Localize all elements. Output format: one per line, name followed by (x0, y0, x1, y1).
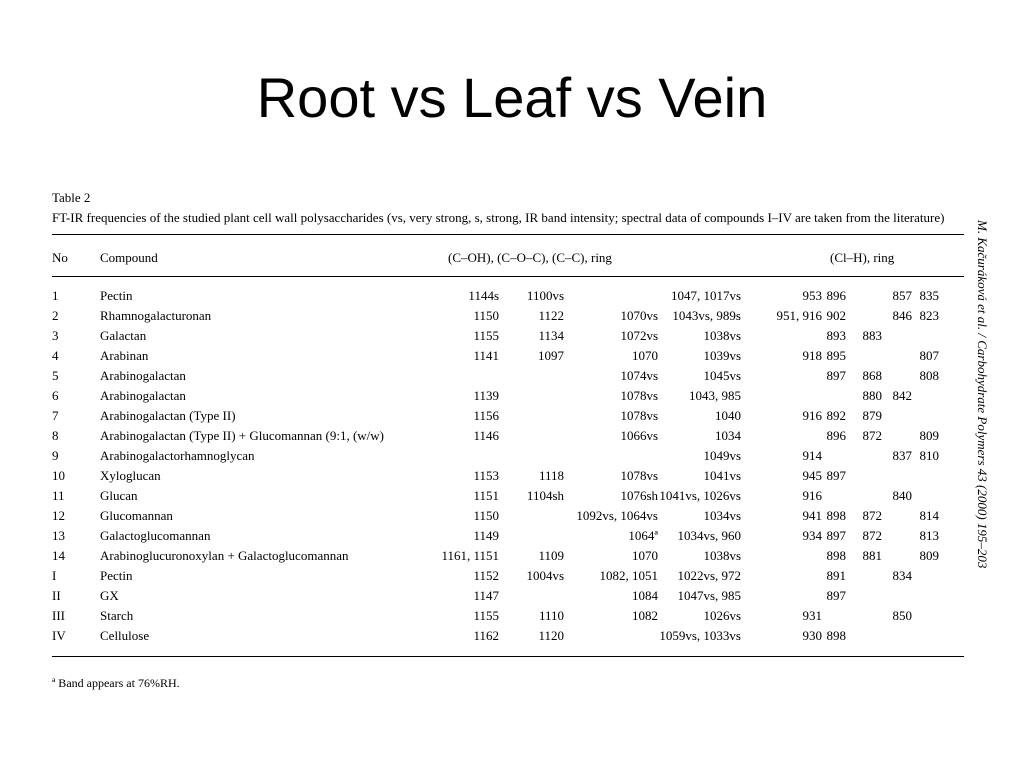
freq-7: 881 (862, 548, 882, 563)
row-number: 7 (52, 408, 59, 423)
freq-5: 918 (802, 348, 822, 363)
table-bottom-rule (52, 656, 964, 657)
freq-1: 1152 (473, 568, 499, 583)
row-number: 2 (52, 308, 59, 323)
header-group-2: (Cl–H), ring (830, 250, 895, 265)
freq-1: 1155 (473, 328, 499, 343)
row-number: 4 (52, 348, 59, 363)
freq-1: 1153 (473, 468, 499, 483)
freq-9: 807 (919, 348, 939, 363)
freq-6: 897 (826, 528, 846, 543)
freq-6: 893 (826, 328, 846, 343)
freq-7: 879 (862, 408, 882, 423)
compound-name: Pectin (100, 288, 133, 303)
freq-4: 1038vs (703, 328, 741, 343)
table-row (52, 526, 964, 546)
table-row (52, 566, 964, 586)
table-row (52, 366, 964, 386)
freq-1: 1139 (473, 388, 499, 403)
table-row (52, 586, 964, 606)
freq-6: 898 (826, 548, 846, 563)
freq-6: 891 (826, 568, 846, 583)
freq-1: 1162 (473, 628, 499, 643)
table-row (52, 466, 964, 486)
freq-7: 872 (862, 428, 882, 443)
freq-4: 1034vs (703, 508, 741, 523)
freq-6: 896 (826, 288, 846, 303)
freq-3: 1076sh (620, 488, 658, 503)
freq-4: 1034 (715, 428, 741, 443)
freq-6: 897 (826, 468, 846, 483)
header-rule (52, 276, 964, 277)
freq-4: 1043, 985 (689, 388, 741, 403)
table-row (52, 346, 964, 366)
row-number: II (52, 588, 61, 603)
table-row (52, 326, 964, 346)
row-number: 9 (52, 448, 59, 463)
table-row (52, 306, 964, 326)
freq-6: 898 (826, 628, 846, 643)
freq-4: 1034vs, 960 (677, 528, 741, 543)
compound-name: Galactan (100, 328, 147, 343)
freq-5: 931 (802, 608, 822, 623)
freq-2: 1134 (538, 328, 564, 343)
table-row (52, 446, 964, 466)
freq-6: 896 (826, 428, 846, 443)
freq-7: 883 (862, 328, 882, 343)
freq-5: 916 (802, 488, 822, 503)
table-row (52, 486, 964, 506)
freq-8: 842 (892, 388, 912, 403)
freq-1: 1155 (473, 608, 499, 623)
compound-name: Starch (100, 608, 134, 623)
row-number: 10 (52, 468, 65, 483)
freq-4: 1039vs (703, 348, 741, 363)
table-row (52, 386, 964, 406)
freq-9: 809 (919, 548, 939, 563)
freq-2: 1100vs (526, 288, 564, 303)
freq-3: 1082 (632, 608, 658, 623)
compound-name: Cellulose (100, 628, 150, 643)
freq-9: 809 (919, 428, 939, 443)
row-number: 14 (52, 548, 65, 563)
freq-9: 810 (919, 448, 939, 463)
freq-8: 857 (892, 288, 912, 303)
freq-3: 1070 (632, 348, 658, 363)
compound-name: Glucan (100, 488, 138, 503)
row-number: I (52, 568, 57, 583)
table-row (52, 406, 964, 426)
freq-7: 868 (862, 368, 882, 383)
freq-2: 1122 (538, 308, 564, 323)
table-row (52, 506, 964, 526)
row-number: 11 (52, 488, 65, 503)
citation-sidebar: M. Kačuráková et al. / Carbohydrate Polymers 43 (2000) 195–203 (975, 220, 990, 569)
table-row (52, 426, 964, 446)
freq-4: 1040 (715, 408, 741, 423)
compound-name: Arabinan (100, 348, 149, 363)
table-top-rule (52, 234, 964, 235)
freq-2: 1118 (538, 468, 564, 483)
compound-name: Arabinogalactan (100, 388, 186, 403)
freq-4: 1041vs, 1026vs (659, 488, 741, 503)
freq-3: 1082, 1051 (599, 568, 658, 583)
header-no: No (52, 250, 68, 265)
slide-title: Root vs Leaf vs Vein (256, 66, 768, 129)
freq-8: 834 (892, 568, 912, 583)
freq-7: 880 (862, 388, 882, 403)
freq-1: 1161, 1151 (441, 548, 499, 563)
freq-4: 1059vs, 1033vs (659, 628, 741, 643)
freq-4: 1045vs (703, 368, 741, 383)
compound-name: Arabinogalactorhamnoglycan (100, 448, 255, 463)
table-row (52, 546, 964, 566)
compound-name: Glucomannan (100, 508, 173, 523)
freq-3: 1072vs (620, 328, 658, 343)
freq-5: 945 (802, 468, 822, 483)
table-row (52, 606, 964, 626)
freq-2: 1110 (538, 608, 564, 623)
freq-4: 1038vs (703, 548, 741, 563)
compound-name: Xyloglucan (100, 468, 161, 483)
freq-8: 837 (892, 448, 912, 463)
row-number: 3 (52, 328, 59, 343)
freq-6: 897 (826, 588, 846, 603)
freq-3: 1084 (632, 588, 658, 603)
row-number: IV (52, 628, 66, 643)
freq-7: 872 (862, 508, 882, 523)
row-number: 12 (52, 508, 65, 523)
freq-1: 1141 (473, 348, 499, 363)
freq-1: 1146 (473, 428, 499, 443)
freq-8: 846 (892, 308, 912, 323)
freq-4: 1026vs (703, 608, 741, 623)
freq-9: 808 (919, 368, 939, 383)
freq-1: 1150 (473, 308, 499, 323)
freq-1: 1144s (468, 288, 499, 303)
freq-3: 1070vs (620, 308, 658, 323)
compound-name: Arabinogalactan (100, 368, 186, 383)
freq-9: 814 (919, 508, 939, 523)
freq-5: 930 (802, 628, 822, 643)
freq-9: 823 (919, 308, 939, 323)
freq-5: 941 (802, 508, 822, 523)
freq-6: 895 (826, 348, 846, 363)
freq-5: 934 (802, 528, 822, 543)
freq-6: 902 (826, 308, 846, 323)
table-label: Table 2 (52, 190, 91, 205)
table-footnote: ª Band appears at 76%RH. (52, 676, 180, 690)
table-row (52, 286, 964, 306)
freq-3: 1078vs (620, 408, 658, 423)
freq-9: 813 (919, 528, 939, 543)
compound-name: Arabinogalactan (Type II) + Glucomannan (9:1, (w/w) (100, 428, 385, 443)
header-compound: Compound (100, 250, 158, 265)
freq-5: 914 (802, 448, 822, 463)
freq-5: 953 (802, 288, 822, 303)
freq-5: 916 (802, 408, 822, 423)
freq-6: 892 (826, 408, 846, 423)
freq-1: 1150 (473, 508, 499, 523)
freq-6: 898 (826, 508, 846, 523)
freq-4: 1022vs, 972 (677, 568, 741, 583)
compound-name: Arabinoglucuronoxylan + Galactoglucomannan (100, 548, 349, 563)
freq-8: 840 (892, 488, 912, 503)
freq-3: 1070 (632, 548, 658, 563)
freq-3: 1074vs (620, 368, 658, 383)
freq-1: 1149 (473, 528, 499, 543)
freq-3: 1064ª (628, 528, 658, 543)
freq-1: 1156 (473, 408, 499, 423)
freq-5: 951, 916 (776, 308, 822, 323)
freq-3: 1078vs (620, 468, 658, 483)
freq-4: 1047vs, 985 (677, 588, 741, 603)
compound-name: Rhamnogalacturonan (100, 308, 212, 323)
table-row (52, 626, 964, 646)
freq-8: 850 (892, 608, 912, 623)
compound-name: Galactoglucomannan (100, 528, 211, 543)
freq-7: 872 (862, 528, 882, 543)
row-number: 1 (52, 288, 59, 303)
freq-1: 1151 (473, 488, 499, 503)
freq-4: 1043vs, 989s (672, 308, 741, 323)
freq-4: 1049vs (703, 448, 741, 463)
row-number: 8 (52, 428, 59, 443)
freq-2: 1104sh (526, 488, 564, 503)
freq-3: 1078vs (620, 388, 658, 403)
freq-2: 1109 (538, 548, 564, 563)
compound-name: Pectin (100, 568, 133, 583)
compound-name: Arabinogalactan (Type II) (100, 408, 236, 423)
freq-1: 1147 (473, 588, 499, 603)
freq-3: 1066vs (620, 428, 658, 443)
freq-4: 1047, 1017vs (670, 288, 741, 303)
compound-name: GX (100, 588, 119, 603)
freq-2: 1120 (538, 628, 564, 643)
freq-6: 897 (826, 368, 846, 383)
row-number: 5 (52, 368, 59, 383)
table-caption: FT-IR frequencies of the studied plant cell wall polysaccharides (vs, very strong, s, strong, IR band intensity; spectral data of compounds I–IV are taken from the literature) (52, 210, 945, 225)
header-group-1: (C–OH), (C–O–C), (C–C), ring (448, 250, 612, 265)
freq-4: 1041vs (703, 468, 741, 483)
freq-3: 1092vs, 1064vs (576, 508, 658, 523)
freq-9: 835 (919, 288, 939, 303)
row-number: III (52, 608, 65, 623)
freq-2: 1004vs (526, 568, 564, 583)
row-number: 13 (52, 528, 65, 543)
freq-2: 1097 (538, 348, 564, 363)
row-number: 6 (52, 388, 59, 403)
